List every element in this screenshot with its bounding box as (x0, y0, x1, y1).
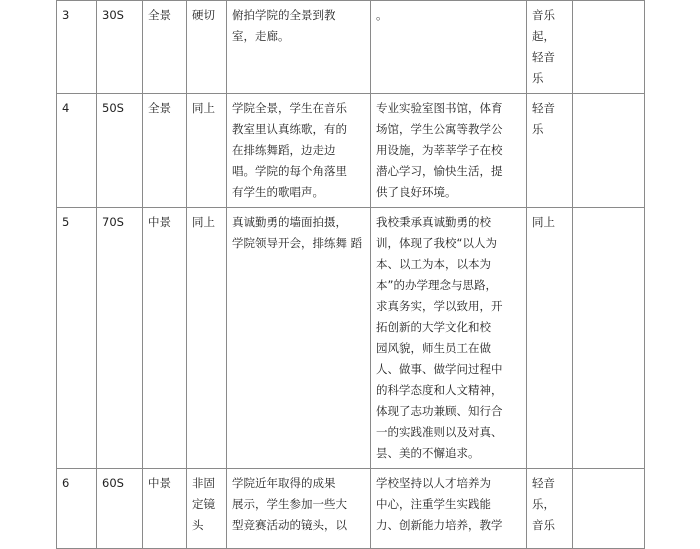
cell-shot: 中景 (143, 208, 187, 469)
cell-note (573, 208, 645, 469)
cell-duration: 50S (97, 94, 143, 208)
cell-note (573, 469, 645, 549)
table-row (57, 94, 645, 208)
cell-narration: 专业实验室图书馆，体育 场馆，学生公寓等教学公 用设施，为莘莘学子在校 潜心学习，愉快生活，提 供了良好环境。 (371, 94, 527, 208)
table-row (57, 1, 645, 94)
cell-visual: 学院近年取得的成果 展示，学生参加一些大 型竞赛活动的镜头，以 (227, 469, 371, 549)
cell-music: 轻音 乐， 音乐 (527, 469, 573, 549)
cell-shot: 全景 (143, 1, 187, 94)
cell-duration: 60S (97, 469, 143, 549)
cell-no: 6 (57, 469, 97, 549)
cell-shot: 全景 (143, 94, 187, 208)
cell-duration: 30S (97, 1, 143, 94)
cell-no: 5 (57, 208, 97, 469)
table-row (57, 469, 645, 549)
cell-note (573, 94, 645, 208)
shooting-script-table (56, 0, 645, 549)
cell-visual: 真诚勤勇的墙面拍摄， 学院领导开会，排练舞 蹈 (227, 208, 371, 469)
cell-transition: 非固 定镜 头 (187, 469, 227, 549)
table-row (57, 208, 645, 469)
cell-shot: 中景 (143, 469, 187, 549)
cell-narration: 学校坚持以人才培养为 中心，注重学生实践能 力、创新能力培养，教学 (371, 469, 527, 549)
cell-duration: 70S (97, 208, 143, 469)
cell-music: 轻音 乐 (527, 94, 573, 208)
cell-narration: 。 (371, 1, 527, 94)
cell-transition: 同上 (187, 208, 227, 469)
cell-visual: 学院全景，学生在音乐 教室里认真练歌，有的 在排练舞蹈，边走边 唱。学院的每个角落里 有学生的歌唱声。 (227, 94, 371, 208)
cell-transition: 硬切 (187, 1, 227, 94)
cell-visual: 俯拍学院的全景到教 室，走廊。 (227, 1, 371, 94)
cell-music: 同上 (527, 208, 573, 469)
cell-no: 4 (57, 94, 97, 208)
cell-no: 3 (57, 1, 97, 94)
cell-note (573, 1, 645, 94)
cell-narration: 我校秉承真诚勤勇的校 训，体现了我校“以人为 本、以工为本，以本为 本”的办学理念与思路， 求真务实，学以致用，开 拓创新的大学文化和校 园风貌，师生员工在做 人、做事、做学问过程中 的科学态度和人文精神， 体现了志功兼顾、知行合 一的实践准则以及对真、 昙、美的不懈追求。 (371, 208, 527, 469)
cell-transition: 同上 (187, 94, 227, 208)
cell-music: 音乐 起， 轻音 乐 (527, 1, 573, 94)
